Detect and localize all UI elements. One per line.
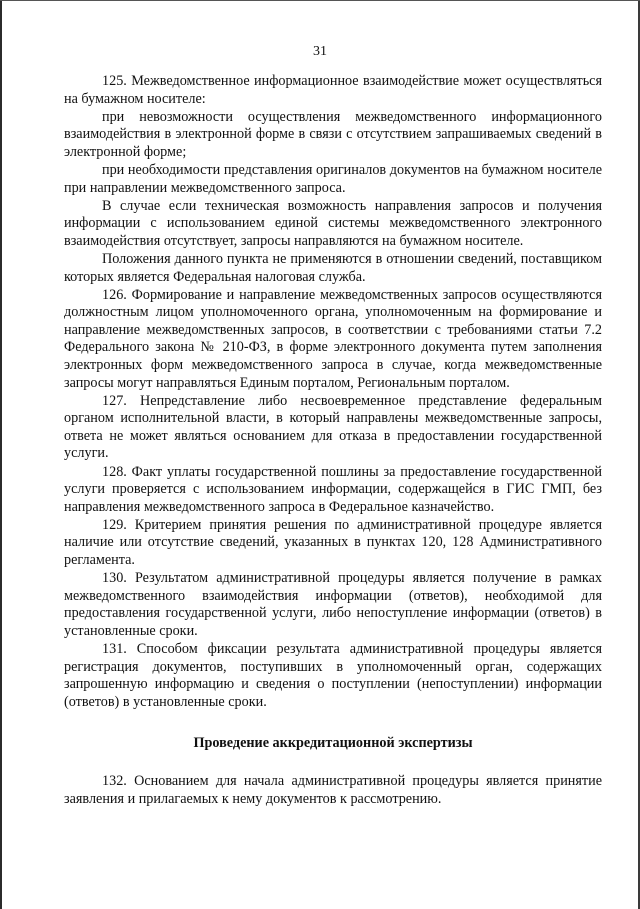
page-number: 31 — [313, 44, 327, 59]
paragraph-129: 129. Критерием принятия решения по административной процедуре является наличие или отсутствие сведений, указанных в пунктах 120, 128 Административного регламента. — [64, 516, 602, 569]
paragraph-125-note: В случае если техническая возможность направления запросов и получения информации с использованием единой системы межведомственного электронного взаимодействия отсутствует, запросы направляются на бумажном носителе. — [64, 197, 602, 249]
paragraph-126: 126. Формирование и направление межведомственных запросов осуществляются должностным лицом уполномоченного органа, уполномоченным на формирование и направление межведомственных запросов, в соответствии с требованиями статьи 7.2 Федерального закона № 210-ФЗ, в форме электронного документа путем заполнения электронных форм межведомственного запроса в случае, когда межведомственные запросы могут направляться Единым порталом, Региональным порталом. — [64, 286, 602, 391]
document-body — [64, 73, 602, 809]
paragraph-125-item-2: при необходимости представления оригиналов документов на бумажном носителе при направлении межведомственного запроса. — [64, 161, 602, 196]
paragraph-125: 125. Межведомственное информационное взаимодействие может осуществляться на бумажном носителе: — [64, 73, 602, 107]
section-heading: Проведение аккредитационной экспертизы — [193, 735, 473, 752]
scan-edge-top — [0, 0, 640, 1]
paragraph-131: 131. Способом фиксации результата административной процедуры является регистрация документов, поступивших в уполномоченный орган, содержащих запрошенную информацию и сведения о поступлении (непоступлении) информации (ответов) в установленные сроки. — [64, 641, 602, 710]
paragraph-125-exception: Положения данного пункта не применяются в отношении сведений, поставщиком которых является Федеральная налоговая служба. — [64, 250, 602, 285]
scan-edge-left — [0, 0, 2, 909]
paragraph-128: 128. Факт уплаты государственной пошлины за предоставление государственной услуги проверяется с использованием информации, содержащейся в ГИС ГМП, без направления межведомственного запроса в Федеральное казначейство. — [64, 463, 602, 515]
paragraph-127: 127. Непредставление либо несвоевременное представление федеральным органом исполнительной власти, в который направлены межведомственные запросы, ответа не может являться основанием для отказа в предоставлении государственной услуги. — [64, 392, 602, 462]
paragraph-125-item-1: при невозможности осуществления межведомственного информационного взаимодействия в электронной форме в связи с отсутствием запрашиваемых сведений в электронной форме; — [64, 108, 602, 160]
paragraph-130: 130. Результатом административной процедуры является получение в рамках межведомственного взаимодействия информации (ответов), необходимой для предоставления государственной услуги, либо непоступление информации (ответов) в установленные сроки. — [64, 570, 602, 639]
paragraph-132: 132. Основанием для начала административной процедуры является принятие заявления и прилагаемых к нему документов к рассмотрению. — [64, 772, 602, 807]
